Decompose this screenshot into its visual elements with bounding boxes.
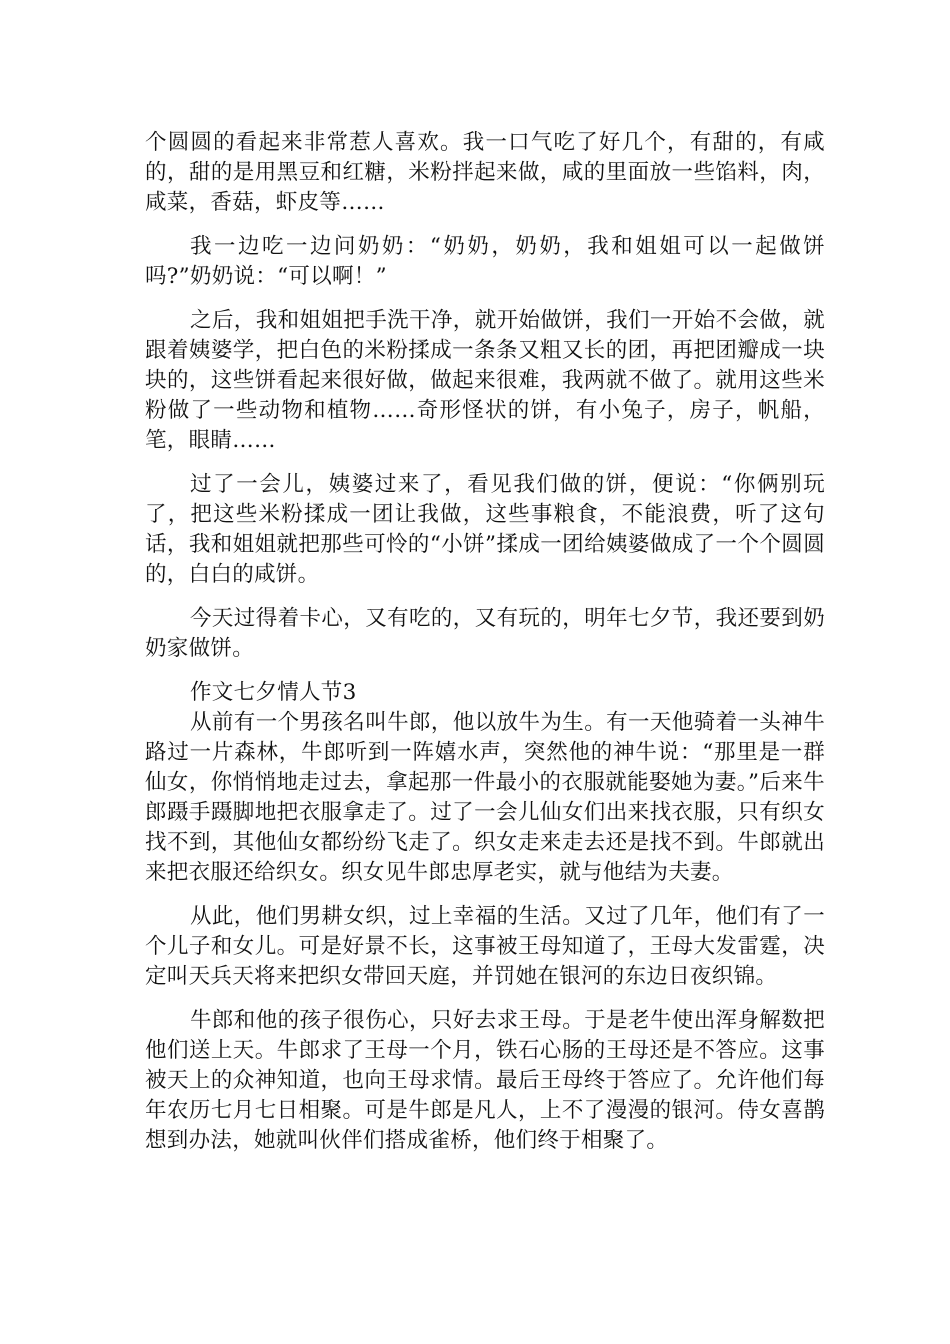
paragraph: 从前有一个男孩名叫牛郎，他以放牛为生。有一天他骑着一头神牛路过一片森林，牛郎听到一阵嬉水声，突然他的神牛说：“那里是一群仙女，你悄悄地走过去，拿起那一件最小的衣服就能娶她为妻。”后来牛郎蹑手蹑脚地把衣服拿走了。过了一会儿仙女们出来找衣服，只有织女找不到，其他仙女都纷纷飞走了。织女走来走去还是找不到。牛郎就出来把衣服还给织女。织女见牛郎忠厚老实，就与他结为夫妻。 xyxy=(145,710,825,885)
document-page xyxy=(145,128,825,1170)
paragraph: 从此，他们男耕女织，过上幸福的生活。又过了几年，他们有了一个儿子和女儿。可是好景不长，这事被王母知道了，王母大发雷霆，决定叫天兵天将来把织女带回天庭，并罚她在银河的东边日夜织锦。 xyxy=(145,904,825,989)
paragraph: 牛郎和他的孩子很伤心，只好去求王母。于是老牛使出浑身解数把他们送上天。牛郎求了王母一个月，铁石心肠的王母还是不答应。这事被天上的众神知道，也向王母求情。最后王母终于答应了。允许他们每年农历七月七日相聚。可是牛郎是凡人，上不了漫漫的银河。侍女喜鹊想到办法，她就叫伙伴们搭成雀桥，他们终于相聚了。 xyxy=(145,1008,825,1153)
paragraph-continuation: 个圆圆的看起来非常惹人喜欢。我一口气吃了好几个，有甜的，有咸的，甜的是用黑豆和红糖，米粉拌起来做，咸的里面放一些馅料，肉，咸菜，香菇，虾皮等…… xyxy=(145,130,825,215)
paragraph: 之后，我和姐姐把手洗干净，就开始做饼，我们一开始不会做，就跟着姨婆学，把白色的米粉揉成一条条又粗又长的团，再把团瓣成一块块的，这些饼看起来很好做，做起来很难，我两就不做了。就用这些米粉做了一些动物和植物……奇形怪状的饼，有小兔子，房子，帆船，笔，眼睛…… xyxy=(145,308,825,453)
paragraph: 过了一会儿，姨婆过来了，看见我们做的饼，便说：“你俩别玩了，把这些米粉揉成一团让我做，这些事粮食，不能浪费，听了这句话，我和姐姐就把那些可怜的“小饼”揉成一团给姨婆做成了一个个圆圆的，白白的咸饼。 xyxy=(145,472,825,587)
section-title: 作文七夕情人节3 xyxy=(190,680,357,705)
paragraph: 今天过得着卡心，又有吃的，又有玩的，明年七夕节，我还要到奶奶家做饼。 xyxy=(145,606,825,661)
paragraph: 我一边吃一边问奶奶：“奶奶，奶奶，我和姐姐可以一起做饼吗?”奶奶说：“可以啊！” xyxy=(145,234,825,289)
